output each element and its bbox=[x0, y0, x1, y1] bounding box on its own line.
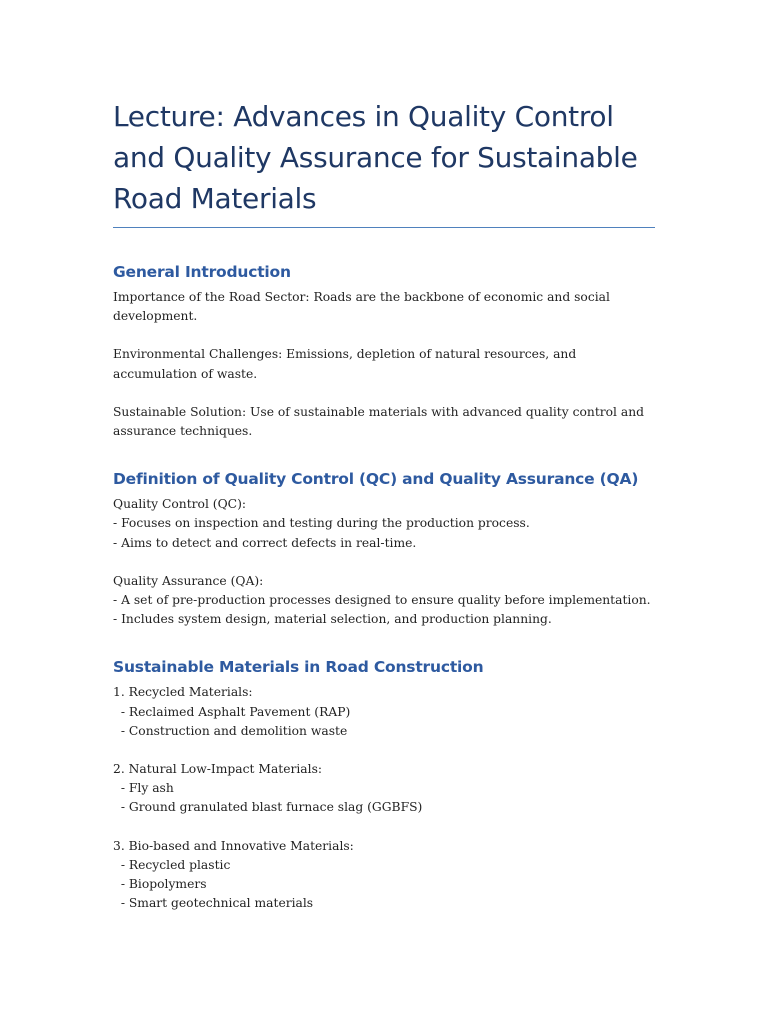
paragraph bbox=[113, 683, 655, 741]
paragraph-line: - Biopolymers bbox=[113, 877, 207, 892]
paragraph bbox=[113, 403, 655, 441]
paragraph bbox=[113, 345, 655, 383]
section-sustainable-materials bbox=[113, 657, 655, 913]
paragraph bbox=[113, 572, 655, 630]
paragraph bbox=[113, 495, 655, 553]
section-general-introduction bbox=[113, 262, 655, 441]
paragraph-line: Importance of the Road Sector: Roads are the backbone of economic and social development. bbox=[113, 290, 610, 324]
paragraph bbox=[113, 837, 655, 914]
section-heading: General Introduction bbox=[113, 263, 291, 281]
paragraph-line: Quality Assurance (QA): bbox=[113, 573, 264, 588]
paragraph-line: - Construction and demolition waste bbox=[113, 723, 348, 738]
paragraph-line: Environmental Challenges: Emissions, depletion of natural resources, and accumulation of waste. bbox=[113, 347, 577, 381]
paragraph-line: 2. Natural Low-Impact Materials: bbox=[113, 762, 323, 777]
paragraph-line: - Reclaimed Asphalt Pavement (RAP) bbox=[113, 704, 351, 719]
paragraph-line: 1. Recycled Materials: bbox=[113, 685, 253, 700]
document-title: Lecture: Advances in Quality Control and Quality Assurance for Sustainable Road Materials bbox=[113, 100, 638, 215]
paragraph-line: Sustainable Solution: Use of sustainable materials with advanced quality control and assurance techniques. bbox=[113, 404, 645, 439]
paragraph bbox=[113, 288, 655, 326]
paragraph bbox=[113, 760, 655, 818]
section-heading: Sustainable Materials in Road Construction bbox=[113, 658, 484, 677]
paragraph-line: Quality Control (QC): bbox=[113, 497, 247, 512]
section-heading: Definition of Quality Control (QC) and Quality Assurance (QA) bbox=[113, 470, 639, 489]
paragraph-line: - Focuses on inspection and testing during the production process. bbox=[113, 516, 530, 531]
paragraph-line: - Aims to detect and correct defects in real-time. bbox=[113, 535, 417, 550]
paragraph-line: - Recycled plastic bbox=[113, 857, 231, 872]
paragraph-line: - A set of pre-production processes designed to ensure quality before implementation. bbox=[113, 593, 651, 608]
title-divider bbox=[113, 227, 655, 228]
paragraph-line: - Fly ash bbox=[113, 781, 174, 796]
paragraph-line: 3. Bio-based and Innovative Materials: bbox=[113, 838, 354, 853]
section-qc-qa-definition bbox=[113, 469, 655, 629]
paragraph-line: - Includes system design, material selection, and production planning. bbox=[113, 612, 552, 627]
document-page bbox=[113, 96, 655, 941]
paragraph-line: - Smart geotechnical materials bbox=[113, 896, 314, 911]
paragraph-line: - Ground granulated blast furnace slag (GGBFS) bbox=[113, 800, 423, 815]
